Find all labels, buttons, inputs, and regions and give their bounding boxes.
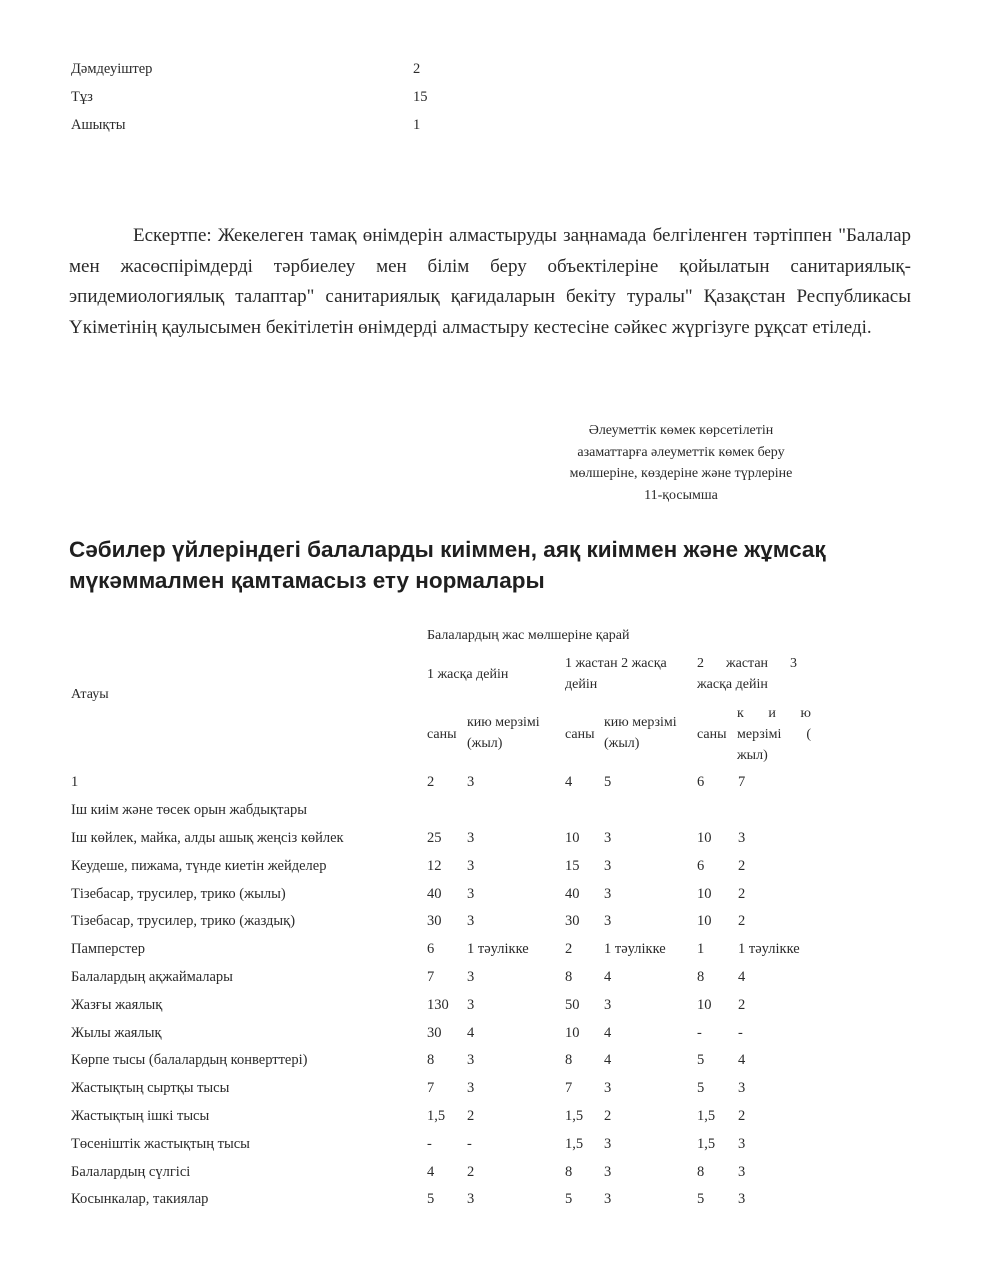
term-cell: 1 тәулікке (604, 941, 666, 958)
appendix-number: 11-қосымша (644, 487, 718, 503)
count-cell: 8 (697, 969, 705, 985)
row-name: Көрпе тысы (балалардың конверттері) (71, 1052, 308, 1069)
age-group-2: 1 жастан 2 жасқа дейін (565, 656, 667, 692)
term-cell: 2 (738, 857, 746, 874)
count-cell: 5 (697, 1080, 705, 1097)
count-cell: - (427, 1135, 432, 1152)
count-cell: 8 (427, 1052, 435, 1069)
row-name: Тізебасар, трусилер, трико (жаздық) (71, 913, 296, 930)
count-cell: 40 (427, 885, 442, 902)
row-name: Жазғы жаялық (71, 996, 163, 1013)
count-cell: 1,5 (565, 1108, 584, 1124)
row-name: Балалардың ақжаймалары (71, 969, 233, 985)
count-cell: 4 (427, 1163, 435, 1180)
count-cell: 1,5 (697, 1108, 716, 1124)
subheader-count: саны (697, 727, 727, 742)
term-cell: 4 (604, 969, 612, 985)
term-cell: 3 (467, 1191, 475, 1208)
count-cell: 50 (565, 996, 580, 1013)
term-cell: 1 тәулікке (467, 941, 529, 958)
list-item (71, 89, 428, 106)
term-cell: 4 (738, 969, 746, 985)
term-cell: 3 (738, 830, 746, 846)
item-value: 2 (413, 61, 421, 77)
count-cell: 1,5 (565, 1135, 584, 1152)
count-cell: 25 (427, 830, 442, 846)
count-cell: 30 (427, 913, 442, 930)
count-cell: 10 (697, 885, 712, 902)
section-title: Іш киім және төсек орын жабдықтары (71, 802, 308, 818)
list-item (71, 61, 421, 78)
appendix-reference (540, 420, 822, 506)
term-cell: 3 (738, 1135, 746, 1152)
count-cell: 8 (565, 1163, 573, 1180)
age-group-3: 2 жастан 3 жасқа дейін (697, 656, 797, 692)
count-cell: 5 (697, 1052, 705, 1069)
term-cell: 3 (604, 913, 612, 930)
appendix-line: азаматтарға әлеуметтік көмек беру (577, 444, 785, 460)
column-number: 3 (467, 774, 475, 790)
term-cell: 2 (738, 885, 746, 902)
row-name: Жастықтың ішкі тысы (71, 1108, 210, 1124)
term-cell: 3 (604, 830, 612, 846)
term-cell: 3 (467, 857, 475, 874)
term-cell: 2 (738, 913, 746, 930)
row-name: Жастықтың сыртқы тысы (71, 1080, 230, 1097)
count-cell: 8 (565, 1052, 573, 1069)
term-cell: 3 (604, 996, 612, 1013)
term-cell: 4 (604, 1024, 612, 1041)
term-cell: 4 (467, 1024, 475, 1041)
term-cell: 3 (604, 885, 612, 902)
count-cell: 10 (697, 996, 712, 1013)
term-cell: 3 (467, 913, 475, 930)
count-cell: 130 (427, 996, 449, 1013)
subheader-term: к и ю мерзімі ( жыл) (737, 706, 811, 763)
term-cell: 2 (738, 1108, 746, 1124)
list-item (71, 117, 421, 134)
column-number: 2 (427, 774, 435, 790)
item-name: Дәмдеуіштер (71, 61, 153, 77)
item-name: Тұз (71, 89, 93, 105)
term-cell: - (467, 1135, 472, 1152)
count-cell: 8 (565, 969, 573, 985)
count-cell: 15 (565, 857, 580, 874)
column-number: 6 (697, 774, 705, 790)
count-cell: 10 (565, 830, 580, 846)
term-cell: 4 (604, 1052, 612, 1069)
appendix-line: Әлеуметтік көмек көрсетілетін (588, 423, 774, 438)
item-value: 1 (413, 117, 421, 133)
count-cell: 10 (565, 1024, 580, 1041)
column-number: 7 (738, 774, 746, 790)
term-cell: 3 (604, 1191, 612, 1208)
term-cell: 2 (738, 996, 746, 1013)
term-cell: 3 (467, 1080, 475, 1097)
count-cell: 5 (697, 1191, 705, 1208)
row-name: Жылы жаялық (71, 1024, 162, 1041)
row-name: Кеудеше, пижама, түнде киетін жейделер (71, 857, 327, 874)
term-cell: 3 (467, 885, 475, 902)
column-header-name: Атауы (71, 687, 109, 702)
row-name: Памперстер (71, 941, 145, 958)
subheader-term: кию мерзімі (жыл) (467, 715, 540, 751)
count-cell: 6 (427, 941, 435, 958)
term-cell: 3 (604, 1080, 612, 1097)
count-cell: 10 (697, 830, 712, 846)
term-cell: 3 (467, 1052, 475, 1069)
term-cell: 3 (738, 1163, 746, 1180)
term-cell: 3 (738, 1191, 746, 1208)
term-cell: - (738, 1024, 743, 1041)
column-number: 5 (604, 774, 612, 790)
row-name: Балалардың сүлгісі (71, 1163, 191, 1180)
row-name: Косынкалар, такиялар (71, 1191, 209, 1208)
term-cell: 3 (467, 969, 475, 985)
term-cell: 3 (738, 1080, 746, 1097)
term-cell: 2 (604, 1108, 612, 1124)
count-cell: 7 (565, 1080, 573, 1097)
count-cell: 7 (427, 1080, 435, 1097)
count-cell: 6 (697, 857, 705, 874)
count-cell: - (697, 1024, 702, 1041)
subheader-count: саны (565, 727, 595, 742)
count-cell: 5 (427, 1191, 435, 1208)
count-cell: 30 (565, 913, 580, 930)
count-cell: 7 (427, 969, 435, 985)
count-cell: 1,5 (697, 1135, 716, 1152)
term-cell: 3 (604, 1135, 612, 1152)
term-cell: 3 (604, 857, 612, 874)
term-cell: 1 тәулікке (738, 941, 800, 958)
term-cell: 4 (738, 1052, 746, 1069)
term-cell: 2 (467, 1108, 475, 1124)
count-cell: 40 (565, 885, 580, 902)
subheader-term: кию мерзімі (жыл) (604, 715, 677, 751)
term-cell: 3 (467, 996, 475, 1013)
term-cell: 3 (604, 1163, 612, 1180)
term-cell: 3 (467, 830, 475, 846)
age-group-header: Балалардың жас мөлшеріне қарай (427, 628, 630, 643)
term-cell: 2 (467, 1163, 475, 1180)
item-value: 15 (413, 89, 428, 105)
subheader-count: саны (427, 727, 457, 742)
count-cell: 12 (427, 857, 442, 874)
page-title: Сәбилер үйлеріндегі балаларды киіммен, аяқ киіммен және жұмсақ мүкәммалмен қамтамасыз ету нормалары (69, 537, 826, 593)
column-number: 1 (71, 774, 79, 790)
item-name: Ашықты (71, 117, 126, 133)
appendix-line: мөлшеріне, көздеріне және түрлеріне (569, 466, 793, 481)
count-cell: 2 (565, 941, 573, 958)
count-cell: 1,5 (427, 1108, 446, 1124)
count-cell: 30 (427, 1024, 442, 1041)
count-cell: 10 (697, 913, 712, 930)
row-name: Тізебасар, трусилер, трико (жылы) (71, 885, 286, 902)
row-name: Іш көйлек, майка, алды ашық жеңсіз көйлек (71, 830, 344, 846)
age-group-1: 1 жасқа дейін (427, 667, 509, 682)
row-name: Төсеніштік жастықтың тысы (71, 1135, 250, 1152)
column-number: 4 (565, 774, 573, 790)
count-cell: 1 (697, 941, 705, 958)
count-cell: 5 (565, 1191, 573, 1208)
count-cell: 8 (697, 1163, 705, 1180)
note-paragraph: Ескертпе: Жекелеген тамақ өнімдерін алмастыруды заңнамада белгіленген тәртіппен "Балалар мен жасөспірімдерді тәрбиелеу мен білім беру объектілеріне қойылатын санитариялық-эпидемиологиялық талаптар" санитариялық қағидаларын бекіту туралы" Қазақстан Республикасы Үкіметінің қаулысымен бекітілетін өнімдерді алмастыру кестесіне сәйкес жүргізуге рұқсат етіледі. (69, 225, 911, 338)
